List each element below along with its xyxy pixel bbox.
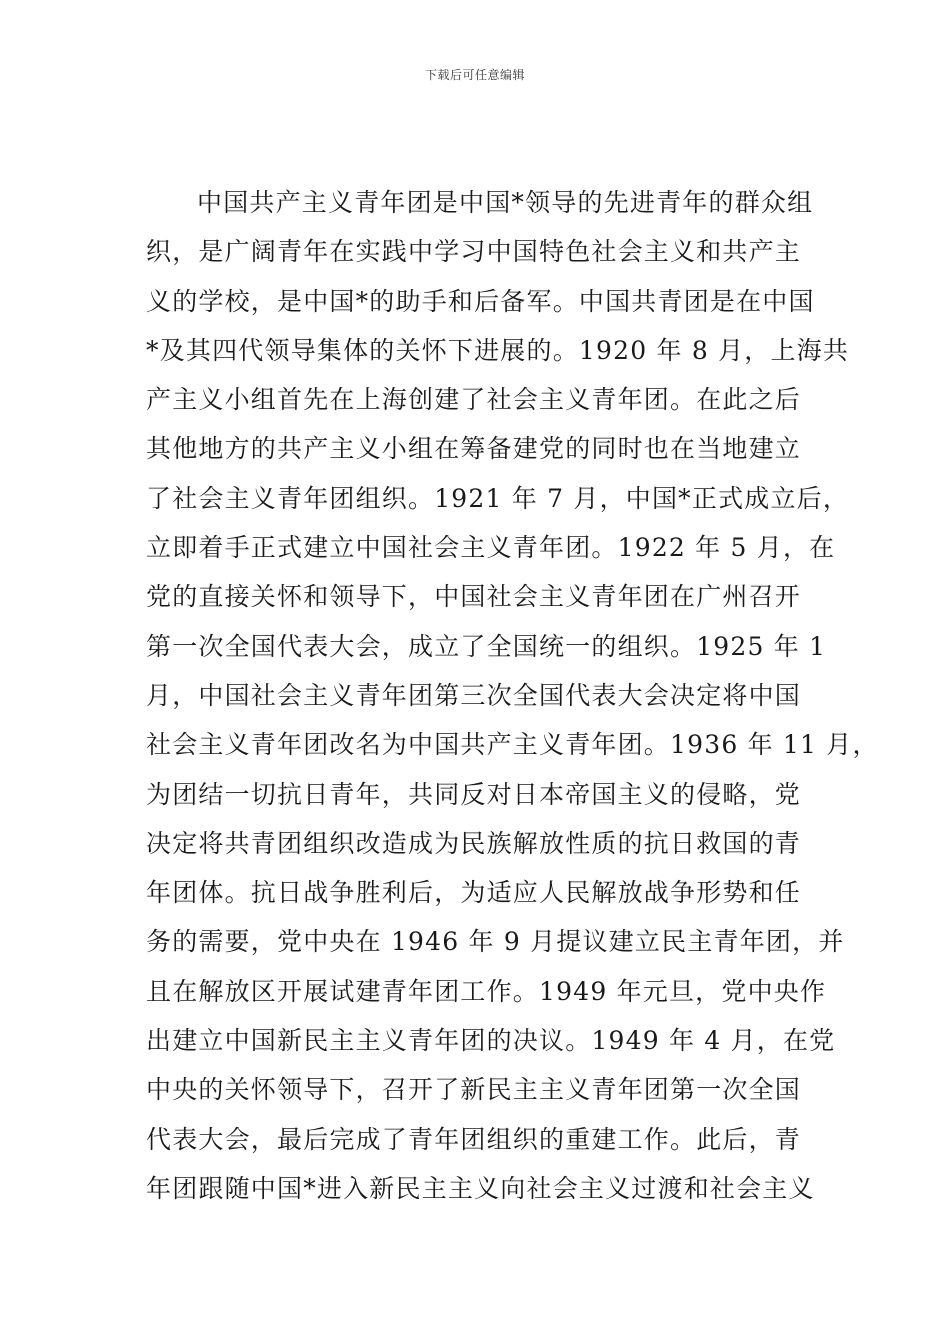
paragraph-line: 为团结一切抗日青年，共同反对日本帝国主义的侵略，党	[146, 779, 802, 809]
paragraph-line: 立即着手正式建立中国社会主义青年团。1922 年 5 月，在	[146, 533, 836, 563]
paragraph-line: 出建立中国新民主主义青年团的决议。1949 年 4 月，在党	[146, 1026, 836, 1056]
paragraph-line: 年团体。抗日战争胜利后，为适应人民解放战争形势和任	[146, 878, 802, 908]
paragraph-line: 年团跟随中国*进入新民主主义向社会主义过渡和社会主义	[146, 1173, 815, 1203]
paragraph-line: 社会主义青年团改名为中国共产主义青年团。1936 年 11 月，	[146, 730, 879, 760]
paragraph-line: 产主义小组首先在上海创建了社会主义青年团。在此之后	[146, 385, 802, 415]
paragraph-line: 代表大会，最后完成了青年团组织的重建工作。此后，青	[146, 1124, 802, 1154]
paragraph-line: *及其四代领导集体的关怀下进展的。1920 年 8 月，上海共	[146, 335, 850, 365]
paragraph-line: 中央的关怀领导下，召开了新民主主义青年团第一次全国	[146, 1075, 802, 1105]
paragraph-line: 党的直接关怀和领导下，中国社会主义青年团在广州召开	[146, 582, 802, 612]
paragraph-line: 织，是广阔青年在实践中学习中国特色社会主义和共产主	[146, 237, 802, 267]
paragraph-line: 月，中国社会主义青年团第三次全国代表大会决定将中国	[146, 680, 802, 710]
paragraph-line: 且在解放区开展试建青年团工作。1949 年元旦，党中央作	[146, 976, 827, 1006]
paragraph-line: 第一次全国代表大会，成立了全国统一的组织。1925 年 1	[146, 631, 827, 661]
paragraph-line: 决定将共青团组织改造成为民族解放性质的抗日救国的青	[146, 828, 802, 858]
body-paragraph	[146, 178, 879, 1213]
paragraph-line: 务的需要，党中央在 1946 年 9 月提议建立民主青年团，并	[146, 927, 845, 957]
paragraph-line: 中国共产主义青年团是中国*领导的先进青年的群众组	[197, 188, 814, 217]
paragraph-line: 了社会主义青年团组织。1921 年 7 月，中国*正式成立后，	[146, 483, 850, 513]
paragraph-line: 其他地方的共产主义小组在筹备建党的同时也在当地建立	[146, 434, 802, 464]
page-header: 下载后可任意编辑	[424, 68, 525, 82]
paragraph-line: 义的学校，是中国*的助手和后备军。中国共青团是在中国	[146, 286, 815, 316]
